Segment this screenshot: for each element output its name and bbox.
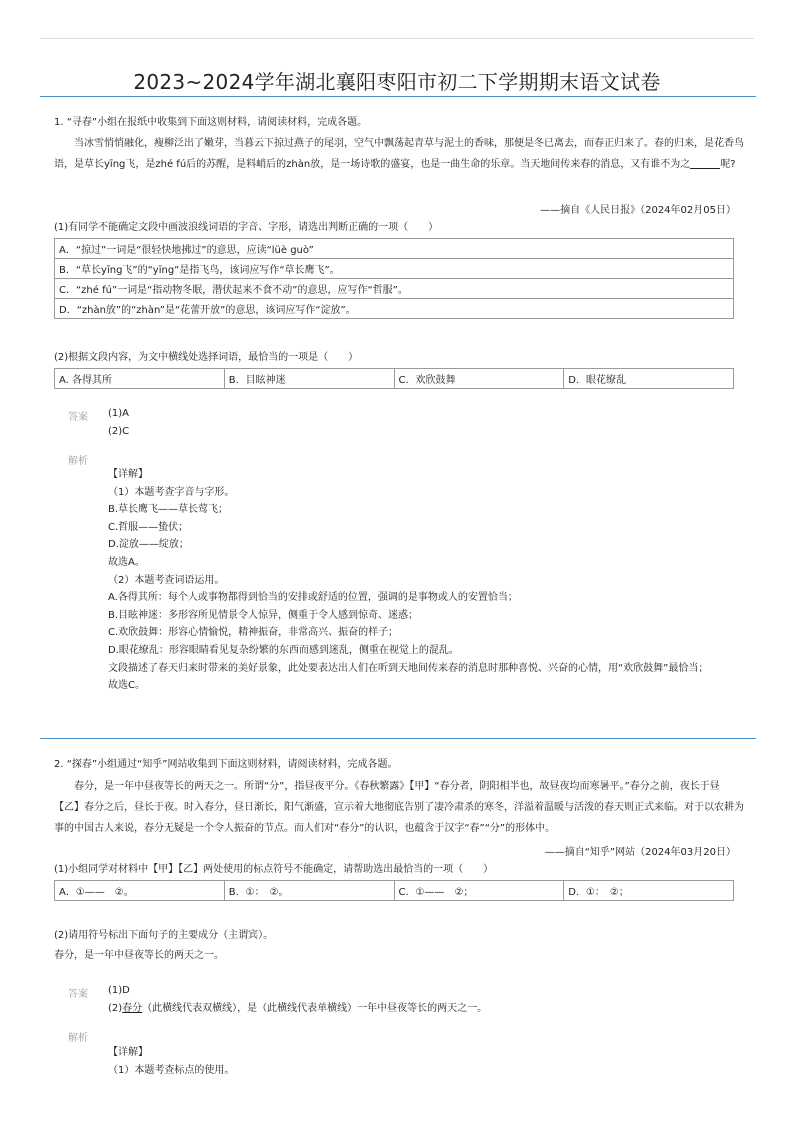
q1-analysis (108, 466, 728, 695)
option-d[interactable]: D．“zhàn放”的“zhàn”是“花蕾开放”的意思，该词应写作“淀放”。 (55, 299, 734, 319)
q2-stem: 2. “探春”小组通过“知乎”网站收集到下面这则材料，请阅读材料，完成各题。 (54, 759, 398, 770)
q2-sub1-prompt: (1)小组同学对材料中【甲】【乙】两处使用的标点符号不能确定，请帮助选出最恰当的一项（ ） (54, 864, 494, 875)
analysis-line: 【详解】 (108, 1047, 148, 1058)
analysis-line: D.眼花缭乱：形容眼睛看见复杂纷繁的东西而感到迷乱，侧重在视觉上的混乱。 (108, 644, 459, 656)
q2-analysis (108, 1044, 728, 1079)
analysis-line: A.各得其所：每个人或事物都得到恰当的安排或舒适的位置，强调的是事物或人的安置恰当； (108, 592, 518, 604)
answer-line: (2)C (108, 425, 130, 437)
answer-label: 答案 (68, 989, 88, 1000)
option-b[interactable]: B．①： ②。 (224, 881, 394, 901)
q2-sub2-prompt: (2)请用符号标出下面句子的主要成分（主谓宾）。 (54, 930, 274, 941)
option-d[interactable]: D．眼花缭乱 (564, 369, 734, 389)
q2-sub2-sentence: 春分，是一年中昼夜等长的两天之一。 (54, 950, 224, 961)
option-a[interactable]: A. 各得其所 (55, 369, 225, 389)
option-b[interactable]: B．“草长yīng飞”的“yīng”是指飞鸟，该词应写作“草长鹰飞”。 (55, 259, 734, 279)
answer-label: 答案 (68, 412, 88, 423)
q1-stem: 1. “寻春”小组在报纸中收集到下面这则材料，请阅读材料，完成各题。 (54, 117, 368, 128)
section-divider (40, 738, 756, 739)
analysis-line: 故选C。 (108, 680, 145, 692)
q2-sub1-options (54, 880, 734, 901)
option-c[interactable]: C．“zhé fú”一词是“指动物冬眠，潜伏起来不食不动”的意思，应写作“哲服”。 (55, 279, 734, 299)
option-d[interactable]: D．①： ②； (564, 881, 734, 901)
q1-passage: 当冰雪悄悄融化，瘦柳泛出了嫩芽，当暮云下掠过燕子的尾羽，空气中飘荡起青草与泥土的香味，那便是冬已离去，而春正归来了。春的归来，是花香鸟语，是草长yīng飞，是zhé fú后的苏醒，是料峭后的zhàn放，是一场诗歌的盛宴，也是一曲生命的乐章。当天地间传来春的消息，又有谁不为之 呢? (54, 138, 744, 170)
header-divider (40, 38, 754, 39)
analysis-label: 解析 (68, 456, 88, 467)
option-a[interactable]: A．①—— ②。 (55, 881, 225, 901)
page-title: 2023~2024学年湖北襄阳枣阳市初二下学期期末语文试卷 (133, 70, 661, 94)
q1-sub1-prompt: (1)有同学不能确定文段中画波浪线词语的字音、字形，请选出判断正确的一项（ ） (54, 222, 439, 233)
fill-blank (690, 158, 720, 169)
analysis-line: 文段描述了春天归来时带来的美好景象，此处要表达出人们在听到天地间传来春的消息时那种喜悦、兴奋的心情，用“欢欣鼓舞”最恰当； (108, 662, 709, 674)
option-c[interactable]: C．欢欣鼓舞 (394, 369, 564, 389)
q1-sub1-options (54, 238, 734, 319)
q1-answers (108, 405, 129, 440)
analysis-line: 【详解】 (108, 469, 148, 480)
analysis-line: （2）本题考查词语运用。 (108, 574, 225, 586)
analysis-line: （1）本题考查标点的使用。 (108, 1064, 235, 1076)
subject-underline: 春分 (122, 1002, 143, 1014)
analysis-label: 解析 (68, 1033, 88, 1044)
option-b[interactable]: B．目眩神迷 (224, 369, 394, 389)
title-underline (40, 96, 756, 97)
analysis-line: （1）本题考查字音与字形。 (108, 486, 235, 498)
q1-sub2-prompt: (2)根据文段内容，为文中横线处选择词语，最恰当的一项是（ ） (54, 352, 359, 363)
q1-sub2-options (54, 368, 734, 389)
analysis-line: C.欢欣鼓舞：形容心情愉悦，精神振奋，非常高兴、振奋的样子； (108, 627, 399, 639)
analysis-line: B.目眩神迷：多形容所见情景令人惊异，侧重于令人感到惊奇、迷惑； (108, 609, 419, 621)
option-a[interactable]: A．“掠过”一词是“很轻快地拂过”的意思，应读“lüè guò” (55, 239, 734, 259)
q2-passage: 春分，是一年中昼夜等长的两天之一。所谓“分”，指昼夜平分。《春秋繁露》【甲】“春分者，阴阳相半也，故昼夜均而寒暑平。”春分之前，夜长于昼【乙】春分之后，昼长于夜。时入春分，昼日渐长，阳气渐盛，宣示着大地彻底告别了凄冷肃杀的寒冬，洋溢着温暖与活泼的春天则正式来临。对于以农耕为事的中国古人来说，春分无疑是一个令人振奋的节点。而人们对“春分”的认识，也蕴含于汉字“春”“分”的形体中。 (54, 781, 744, 834)
q1-source: ——摘自《人民日报》（2024年02月05日） (540, 205, 736, 216)
answer-line: (2)春分（此横线代表双横线），是（此横线代表单横线）一年中昼夜等长的两天之一。 (108, 1002, 488, 1014)
analysis-line: C.哲服——蛰伏； (108, 521, 189, 533)
option-c[interactable]: C．①—— ②； (394, 881, 564, 901)
q2-answers (108, 982, 487, 1017)
analysis-line: D.淀放——绽放； (108, 539, 189, 551)
analysis-line: B.草长鹰飞——草长莺飞； (108, 504, 229, 516)
q2-source: ——摘自“知乎”网站（2024年03月20日） (544, 847, 736, 858)
answer-line: (1)D (108, 985, 130, 996)
answer-line: (1)A (108, 408, 130, 419)
analysis-line: 故选A。 (108, 556, 145, 568)
